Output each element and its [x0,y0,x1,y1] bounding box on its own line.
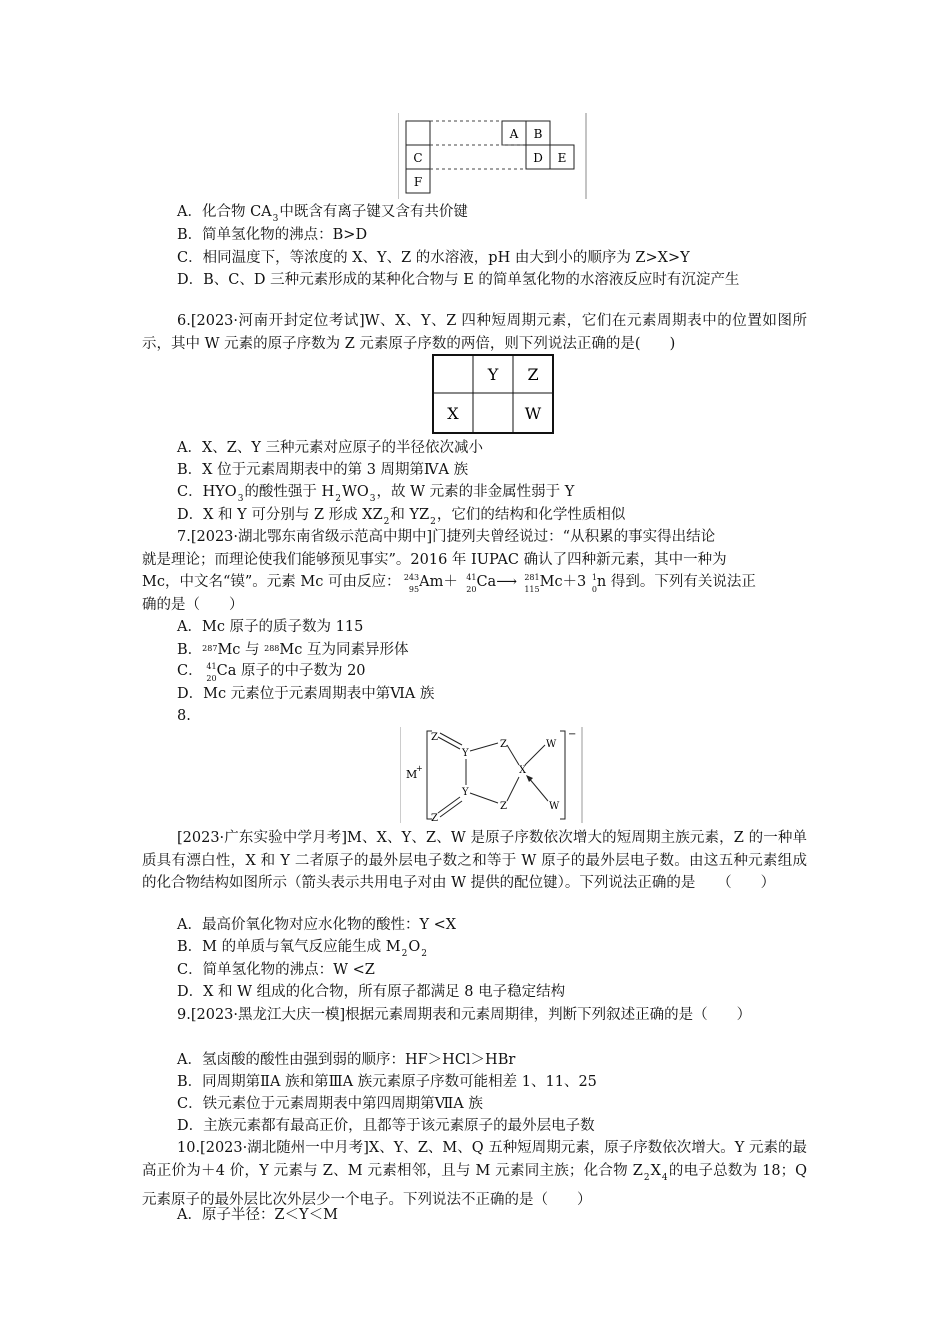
cell-B: B [533,127,543,141]
cell-C: C [413,151,423,165]
q8-option-a: A．最高价氧化物对应水化物的酸性：Y <X [177,917,457,933]
q9-stem: 9.[2023·黑龙江大庆一模]根据元素周期表和元素周期律，判断下列叙述正确的是（ ） [177,1007,752,1023]
q9-option-b: B．同周期第ⅡA 族和第ⅢA 族元素原子序数可能相差 1、11、25 [177,1074,597,1090]
q8-option-b: B．M 的单质与氧气反应能生成 $M_2O_2$ [177,939,427,959]
q8-number: 8. [177,708,191,724]
q9-option-d: D．主族元素都有最高正价，且都等于该元素原子的最外层电子数 [177,1118,595,1134]
q6-option-a: A．X、Z、Y 三种元素对应原子的半径依次减小 [177,440,484,456]
q5-option-d: D．B、C、D 三种元素形成的某种化合物与 E 的简单氢化物的水溶液反应时有沉淀产生 [177,272,740,288]
atom-z-bottom: Z [431,813,438,824]
periodic-table-figure [398,113,588,201]
q7-option-c: C． 41 20 Ca 原子的中子数为 20 [177,662,366,683]
q6-cell-y: Y [487,365,499,384]
q6-stem: 6.[2023·河南开封定位考试]W、X、Y、Z 四种短周期元素，它们在元素周期表中的位置如图所示，其中 W 元素的原子序数为 Z 元素原子序数的两倍，则下列说法正确的是( ) [142,313,807,352]
atom-M: M [406,768,418,781]
q7-option-a: A．Mc 原子的质子数为 115 [177,619,364,635]
q5-option-a: A．化合物 $CA_3$中既含有离子键又含有共价键 [177,204,468,224]
atom-x: X [519,765,527,776]
cell-E: E [557,151,567,165]
q6-cell-x: X [447,404,459,423]
atom-w-top: W [546,739,557,750]
q8-option-c: C．简单氢化物的沸点：W <Z [177,962,375,978]
atom-w-bottom: W [549,801,560,812]
cell-D: D [533,151,543,165]
q8-structure-figure [400,725,584,825]
q5-option-b: B．简单氢化物的沸点：B>D [177,227,368,243]
cell-F: F [413,175,423,189]
q9-option-c: C．铁元素位于元素周期表中第四周期第ⅦA 族 [177,1096,483,1112]
atom-z-lower: Z [500,801,507,812]
q5-option-c: C．相同温度下，等浓度的 X、Y、Z 的水溶液，pH 由大到小的顺序为 Z>X>Y [177,250,690,266]
q6-option-b: B．X 位于元素周期表中的第 3 周期第ⅣA 族 [177,462,469,478]
atom-y-bottom: Y [462,787,469,798]
atom-z-upper: Z [500,739,507,750]
q6-cell-z: Z [527,365,539,384]
cell-A: A [509,127,519,141]
q8-option-d: D．X 和 W 组成的化合物，所有原子都满足 8 电子稳定结构 [177,984,566,1000]
q7-option-d: D．Mc 元素位于元素周期表中第ⅥA 族 [177,686,435,702]
charge-plus: + [416,764,423,773]
charge-minus: − [568,729,577,740]
atom-y-top: Y [462,748,469,759]
q10-stem: 10.[2023·湖北随州一中月考]X、Y、Z、M、Q 五种短周期元素，原子序数依次增大。Y 元素的最高正价为＋4 价，Y 元素与 Z、M 元素相邻，且与 M 元素同主族；化合物 $Z_2X_4$的电子总数为 18；Q 元素原子的最外层比次外层少一个电子。下列说法不正确的是（ ） [142,1140,807,1208]
q9-option-a: A．氢卤酸的酸性由强到弱的顺序：HF＞HCl＞HBr [177,1052,516,1068]
q7-stem-line2: 就是理论；而理论使我们能够预见事实”。2016 年 IUPAC 确认了四种新元素，其中一种为 [142,552,727,568]
q6-position-table [432,354,556,436]
q8-stem: [2023·广东实验中学月考]M、X、Y、Z、W 是原子序数依次增大的短周期主族元素，Z 的一种单质具有漂白性，X 和 Y 二者原子的最外层电子数之和等于 W 原子的最外层电子数。由这五种元素组成的化合物结构如图所示（箭头表示共用电子对由 W 提供的配位键）。下列说法正确的是 （ ） [142,830,807,891]
atom-z-top: Z [431,732,438,743]
q7-option-b: B．$^{287}$Mc 与 $^{288}$Mc 互为同素异形体 [177,642,409,658]
q10-option-a: A．原子半径：Z＜Y＜M [177,1207,338,1223]
q6-option-c: C．$HYO_3$的酸性强于 $H_2WO_3$，故 W 元素的非金属性弱于 Y [177,484,575,504]
q7-stem-line4: 确的是（ ） [142,597,244,613]
q7-stem-line1: 7.[2023·湖北鄂东南省级示范高中期中]门捷列夫曾经说过：“从积累的事实得出结论 [177,529,716,545]
q7-stem-line3: Mc，中文名“镆”。元素 Mc 可由反应： 243 95 Am＋ 41 20 Ca⟶ 281 115 Mc＋3 1 0 n 得到。下列有关说法正 [142,573,756,594]
q6-option-d: D．X 和 Y 可分别与 Z 形成 $XZ_2$和 $YZ_2$，它们的结构和化学性质相似 [177,507,626,527]
q6-cell-w: W [524,404,542,423]
reaction-arrow-icon: ⟶ [496,574,517,590]
